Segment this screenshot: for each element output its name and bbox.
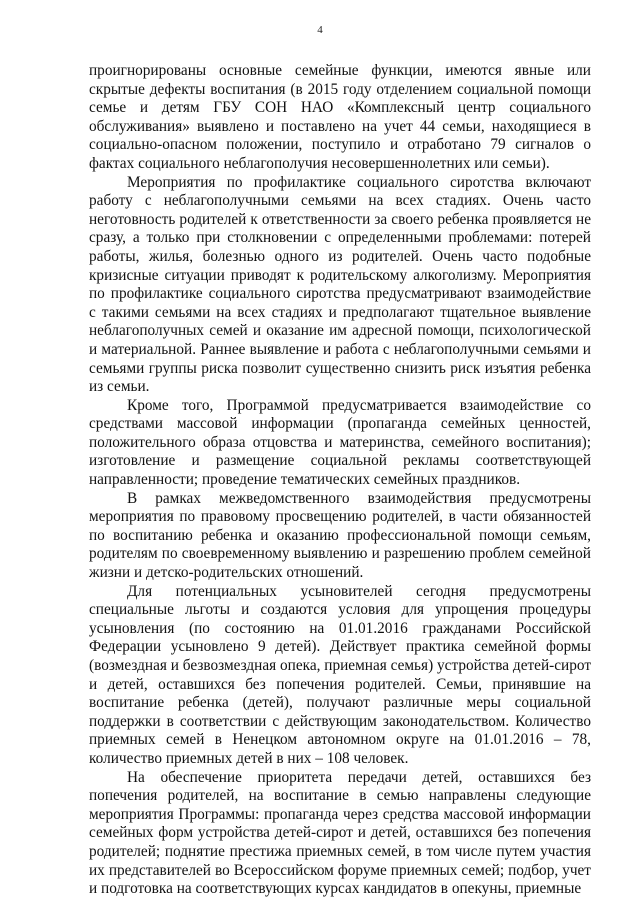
paragraph-interagency-cooperation: В рамках межведомственного взаимодействия предусмотрены мероприятия по правовому просвещению родителей, в части обязанностей по воспитанию ребенка и оказанию профессиональной помощи семьям, родителям по своевременному выявлению и разрешению проблем семейной жизни и детско-родительских отношений.: [89, 489, 591, 582]
paragraph-adoptive-parents: Для потенциальных усыновителей сегодня предусмотрены специальные льготы и создаются условия для упрощения процедуры усыновления (по состоянию на 01.01.2016 гражданами Российской Федерации усыновлено 9 детей). Действует практика семейной формы (возмездная и безвозмездная опека, приемная семья) устройства детей-сирот и детей, оставшихся без попечения родителей. Семьи, принявшие на воспитание ребенка (детей), получают различные меры социальной поддержки в соответствии с действующим законодательством. Количество приемных семей в Ненецком автономном округе на 01.01.2016 – 78, количество приемных детей в них – 108 человек.: [89, 582, 591, 767]
paragraph-family-placement-priority: На обеспечение приоритета передачи детей, оставшихся без попечения родителей, на воспитание в семью направлены следующие мероприятия Программы: пропаганда через средства массовой информации семейных форм устройства детей-сирот и детей, оставшихся без попечения родителей; поднятие престижа приемных семей, в том числе путем участия их представителей во Всероссийском форуме приемных семей; подбор, учет и подготовка на соответствующих курсах кандидатов в опекуны, приемные: [89, 768, 591, 898]
paragraph-prevention-measures: Мероприятия по профилактике социального сиротства включают работу с неблагополучными семьями на всех стадиях. Очень часто неготовность родителей к ответственности за своего ребенка проявляется не сразу, а только при столкновении с определенными проблемами: потерей работы, жилья, болезнью одного из родителей. Очень часто подобные кризисные ситуации приводят к родительскому алкоголизму. Мероприятия по профилактике социального сиротства предусматривают взаимодействие с такими семьями на всех стадиях и предполагают тщательное выявление неблагополучных семей и оказание им адресной помощи, психологической и материальной. Раннее выявление и работа с неблагополучными семьями и семьями группы риска позволит существенно снизить риск изъятия ребенка из семьи.: [89, 173, 591, 396]
paragraph-media-cooperation: Кроме того, Программой предусматривается взаимодействие со средствами массовой информации (пропаганда семейных ценностей, положительного образа отцовства и материнства, семейного воспитания); изготовление и размещение социальной рекламы соответствующей направленности; проведение тематических семейных праздников.: [89, 396, 591, 489]
paragraph-continued: проигнорированы основные семейные функции, имеются явные или скрытые дефекты воспитания (в 2015 году отделением социальной помощи семье и детям ГБУ СОН НАО «Комплексный центр социального обслуживания» выявлено и поставлено на учет 44 семьи, находящиеся в социально-опасном положении, поступило и отработано 79 сигналов о фактах социального неблагополучия несовершеннолетних или семьи).: [89, 62, 591, 172]
document-body: [89, 62, 591, 899]
page-number: 4: [317, 24, 323, 36]
